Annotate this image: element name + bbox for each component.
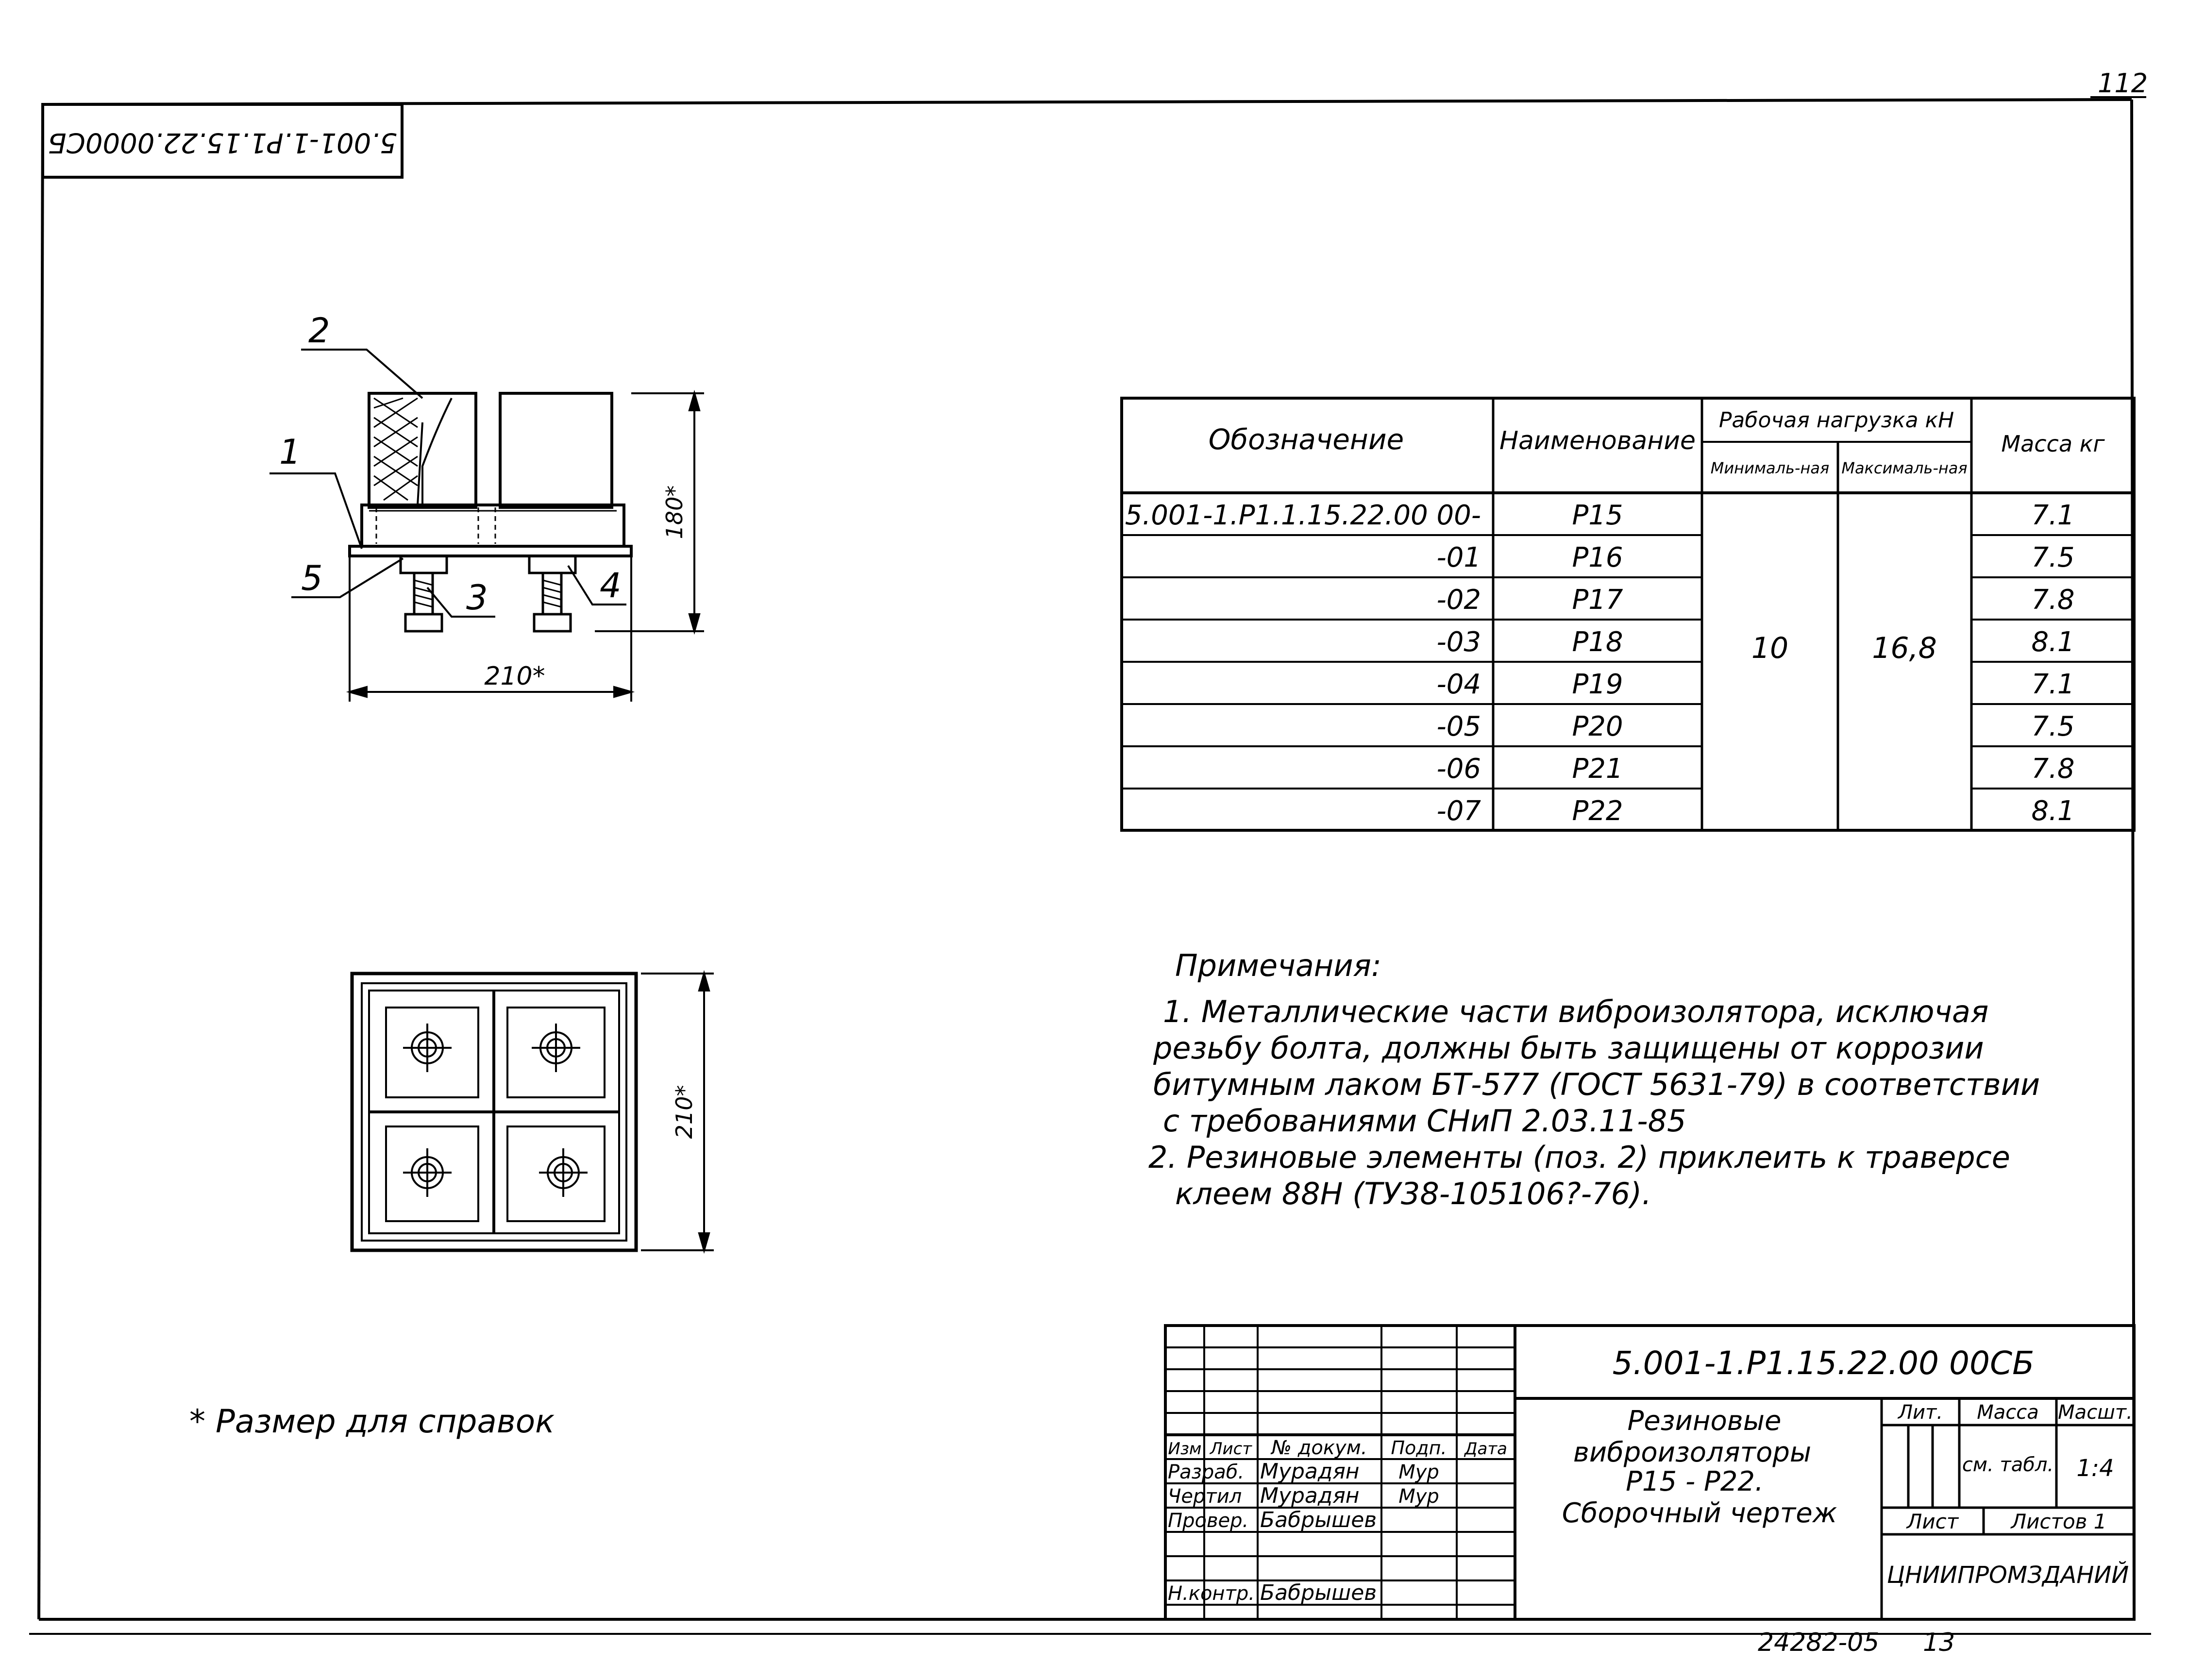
notes-title: Примечания: [1175, 948, 1381, 983]
lit-label: Лит. [1898, 1401, 1943, 1424]
row-name: Р20 [1572, 711, 1623, 742]
row-designation: -05 [1436, 711, 1481, 742]
pad-top-left [386, 1008, 478, 1097]
col-izm: Изм [1168, 1439, 1202, 1459]
row-mass: 7.5 [2031, 542, 2075, 573]
callout-2: 2 [308, 311, 330, 351]
row-mass: 8.1 [2031, 795, 2075, 827]
callout-5: 5 [301, 558, 323, 598]
footnote: * Размер для справок [189, 1403, 555, 1440]
role-title: Н.контр. [1168, 1582, 1255, 1605]
note-line-5: 2. Резиновые элементы (поз. 2) приклеить к траверсе [1148, 1140, 2010, 1175]
header-mass: Масса кг [2001, 431, 2105, 457]
row-name: Р16 [1572, 542, 1623, 573]
callout-4: 4 [600, 566, 622, 605]
row-name: Р15 [1572, 500, 1623, 531]
title-line-4: Сборочный чертеж [1562, 1497, 1837, 1529]
load-max-value: 16,8 [1872, 631, 1937, 665]
scale-label: Масшт. [2058, 1401, 2133, 1424]
row-designation: -07 [1436, 795, 1481, 827]
col-docnum: № докум. [1271, 1437, 1367, 1459]
rubber-hatch [374, 398, 452, 505]
rubber-element [500, 393, 612, 507]
base-plate [350, 546, 631, 556]
plan-view [352, 974, 714, 1250]
role-name: Мурадян [1260, 1459, 1360, 1484]
role-name: Бабрышев [1260, 1508, 1377, 1532]
left-bolt [414, 573, 433, 614]
row-mass: 8.1 [2031, 626, 2075, 658]
mass-label: Масса [1977, 1401, 2039, 1424]
note-line-2: резьбу болта, должны быть защищены от коррозии [1153, 1030, 1984, 1066]
archive-page: 13 [1923, 1628, 1955, 1657]
row-mass: 7.8 [2031, 584, 2075, 616]
header-name: Наименование [1499, 426, 1696, 455]
corner-stamp [43, 104, 402, 177]
row-name: Р22 [1572, 795, 1623, 827]
row-designation: -03 [1436, 626, 1481, 658]
right-nut-bottom [534, 614, 571, 631]
header-designation: Обозначение [1208, 423, 1404, 456]
header-load: Рабочая нагрузка кН [1718, 408, 1954, 433]
role-title: Провер. [1168, 1510, 1249, 1532]
row-designation: -02 [1436, 584, 1481, 616]
row-name: Р17 [1572, 584, 1623, 616]
title-line-3: Р15 - Р22. [1626, 1466, 1764, 1497]
row-mass: 7.1 [2031, 669, 2075, 700]
right-bolt [543, 573, 561, 614]
pad-bottom-left [386, 1126, 478, 1221]
dim-width-label: 210* [484, 662, 545, 691]
load-min-value: 10 [1751, 631, 1789, 665]
left-nut-top [401, 556, 447, 573]
sheet-number: 112 [2098, 68, 2148, 99]
role-signature: Мур [1398, 1461, 1439, 1483]
title-line-1: Резиновые [1627, 1405, 1782, 1437]
header-load-max: Максималь-ная [1841, 459, 1968, 477]
mass-value: см. табл. [1962, 1454, 2054, 1476]
role-name: Мурадян [1260, 1483, 1360, 1508]
dim-plan-label: 210* [671, 1085, 697, 1139]
row-designation: -04 [1436, 669, 1481, 700]
row-designation: 5.001-1.Р1.1.15.22.00 00- [1125, 500, 1481, 531]
col-date: Дата [1464, 1439, 1508, 1459]
sheet-label: Лист [1906, 1510, 1959, 1533]
note-line-1: 1. Металлические части виброизолятора, исключая [1163, 994, 1989, 1029]
col-sign: Подп. [1391, 1437, 1447, 1459]
right-nut-top [529, 556, 575, 573]
callout-1: 1 [279, 432, 301, 472]
note-line-6: клеем 88Н (ТУ38-105106?-76). [1175, 1176, 1651, 1211]
row-mass: 7.1 [2031, 500, 2075, 531]
doc-code: 5.001-1.Р1.15.22.00 00СБ [1612, 1344, 2035, 1382]
archive-number: 24282-05 [1758, 1628, 1880, 1657]
role-name: Бабрышев [1260, 1580, 1377, 1605]
row-mass: 7.5 [2031, 711, 2075, 742]
row-name: Р21 [1572, 753, 1623, 785]
sheets-label: Листов 1 [2011, 1510, 2107, 1533]
row-designation: -01 [1436, 542, 1481, 573]
organization: ЦНИИПРОМЗДАНИЙ [1886, 1562, 2129, 1589]
spec-table-grid [1122, 398, 2134, 830]
callout-3: 3 [466, 578, 488, 618]
note-line-3: битумным лаком БТ-577 (ГОСТ 5631-79) в соответствии [1153, 1067, 2040, 1102]
leader-lines [269, 350, 626, 617]
left-nut-bottom [405, 614, 442, 631]
title-text [1562, 1405, 1837, 1529]
title-line-2: виброизоляторы [1573, 1437, 1812, 1468]
row-name: Р18 [1572, 626, 1623, 658]
dim-height-label: 180* [661, 485, 688, 539]
note-line-4: с требованиями СНиП 2.03.11-85 [1163, 1103, 1686, 1139]
scale-value: 1:4 [2076, 1455, 2114, 1482]
role-signature: Мур [1398, 1485, 1439, 1508]
role-title: Разраб. [1168, 1461, 1245, 1483]
col-list: Лист [1210, 1439, 1252, 1459]
side-view [269, 350, 704, 702]
pad-bottom-right [507, 1126, 605, 1221]
header-load-min: Минималь-ная [1710, 459, 1830, 477]
corner-code: 5.001-1.Р1.15.22.0000СБ [48, 126, 397, 158]
row-mass: 7.8 [2031, 753, 2075, 785]
row-name: Р19 [1572, 669, 1623, 700]
row-designation: -06 [1436, 753, 1481, 785]
role-title: Чертил [1168, 1485, 1242, 1508]
